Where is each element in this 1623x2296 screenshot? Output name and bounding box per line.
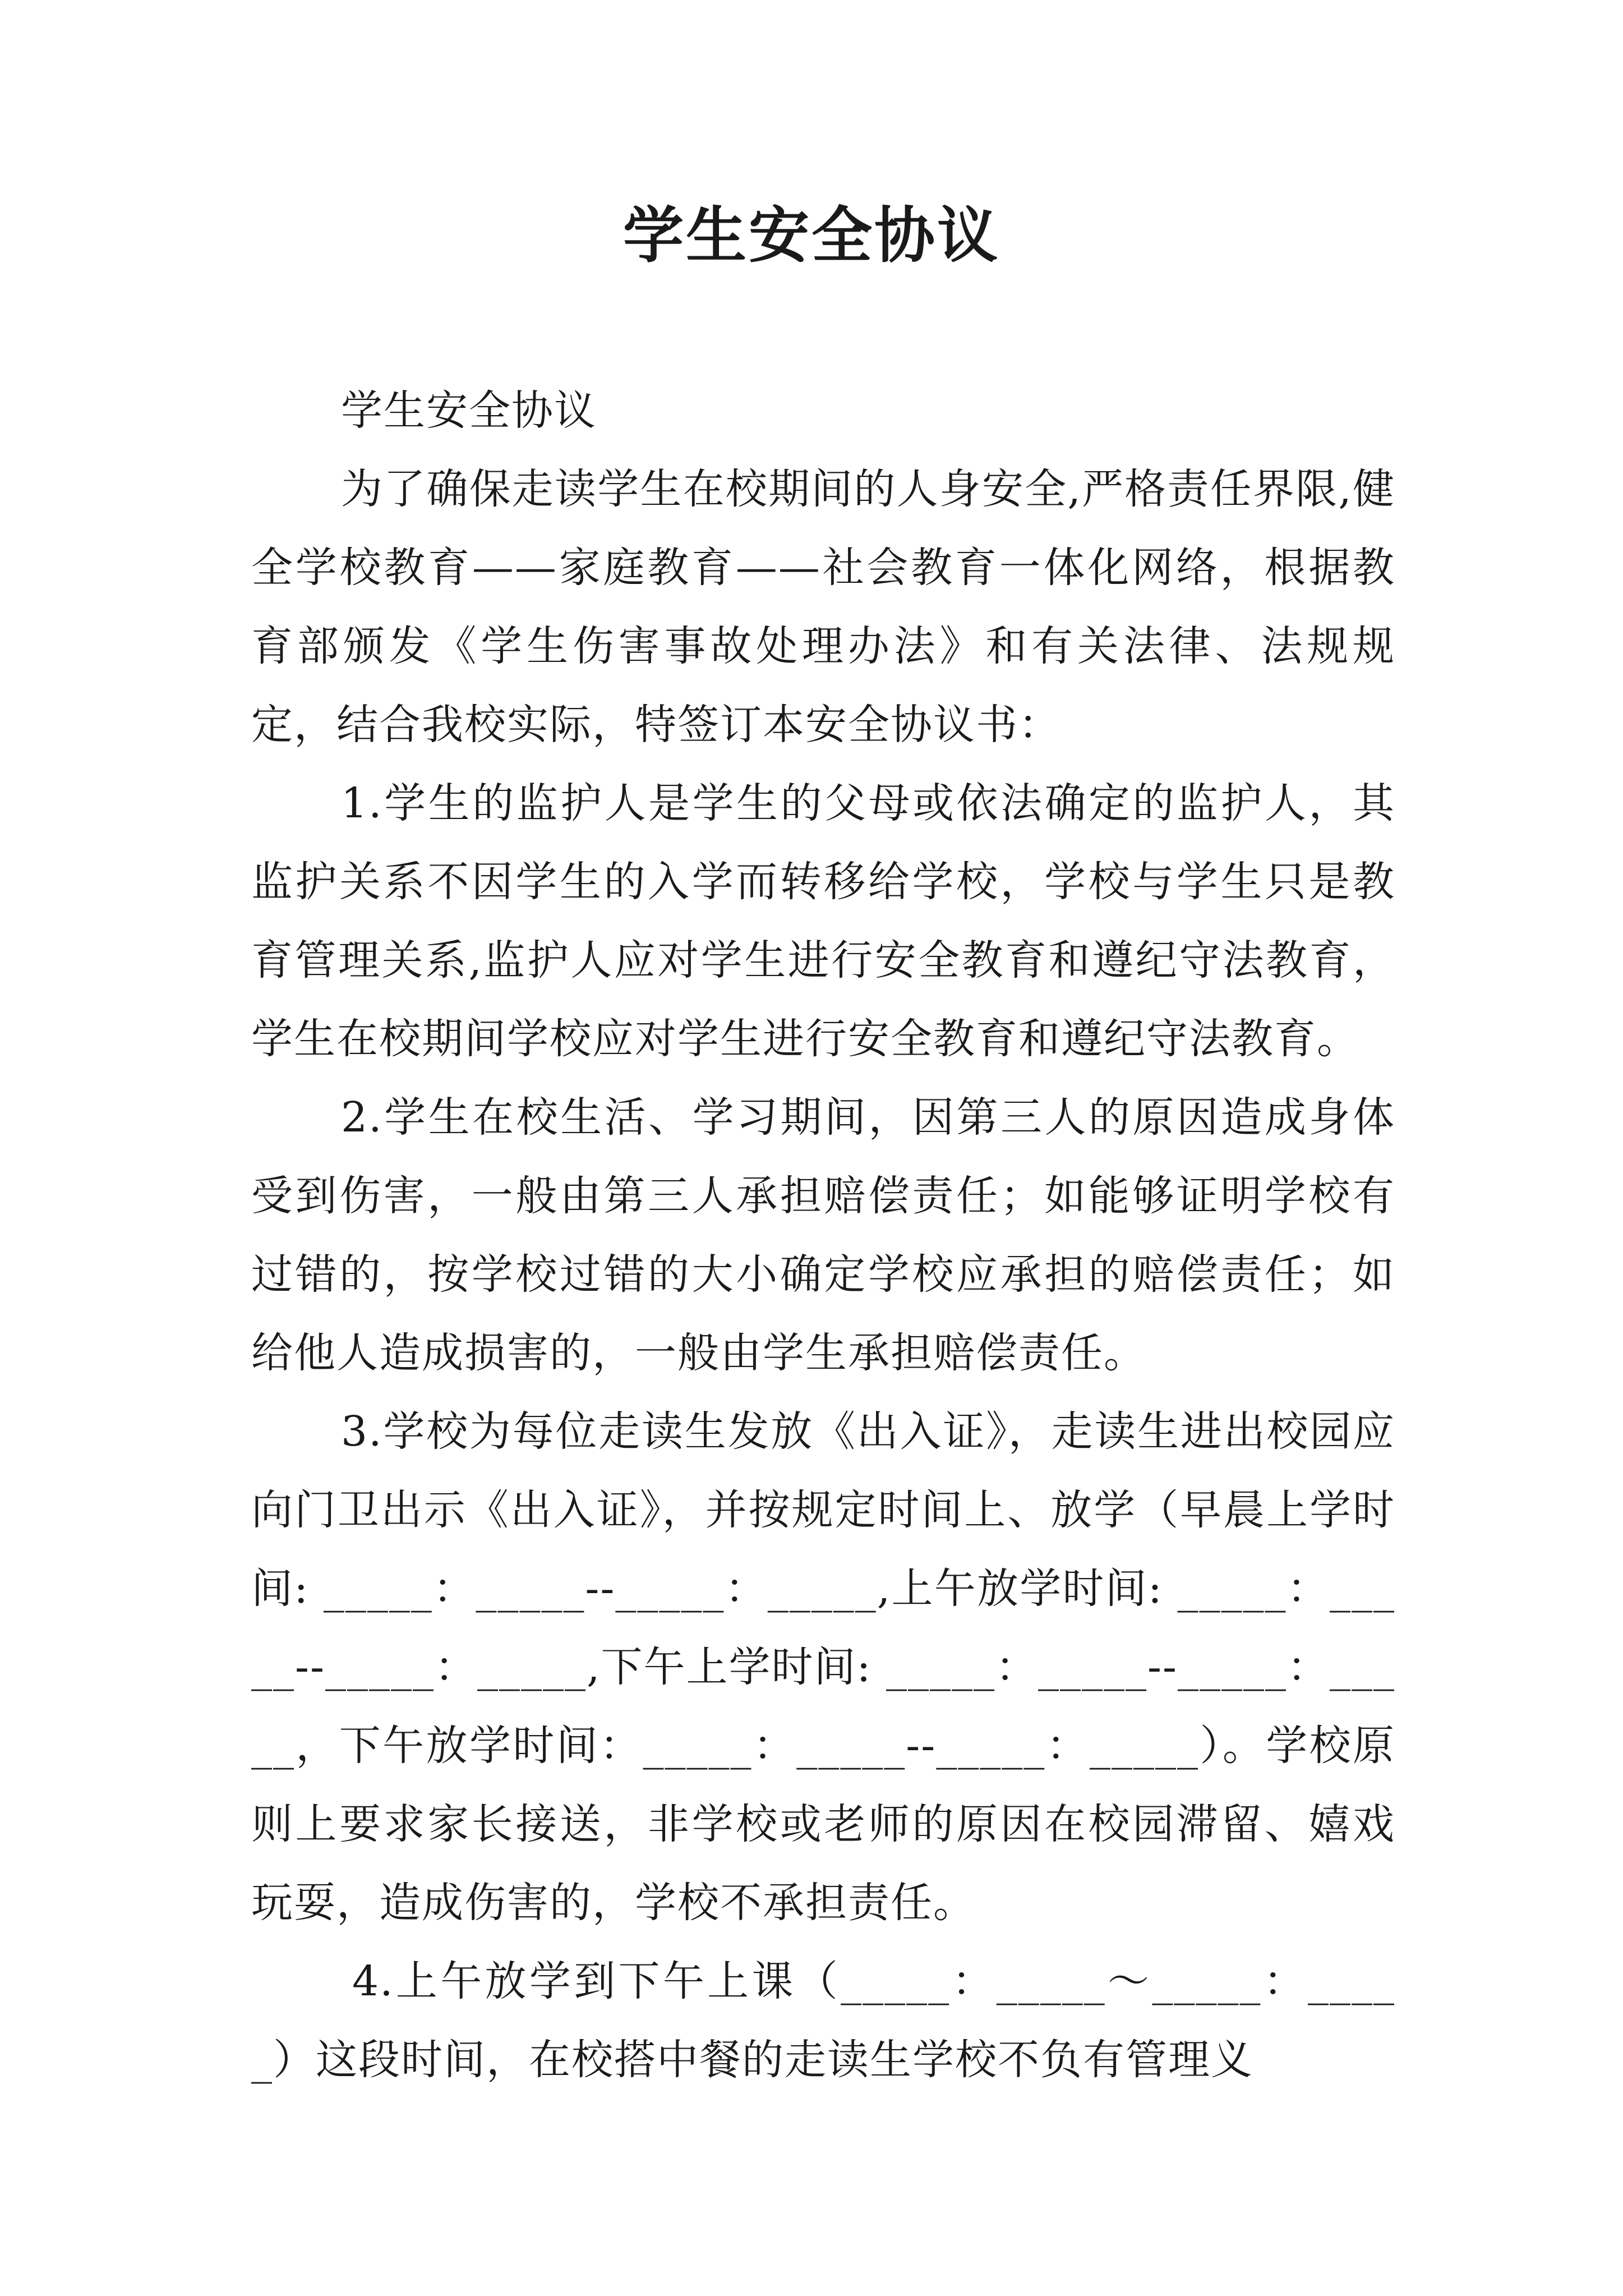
- document-body: [251, 371, 1395, 2099]
- paragraph-intro: 为了确保走读学生在校期间的人身安全,严格责任界限,健全学校教育——家庭教育——社会教育一体化网络，根据教育部颁发《学生伤害事故处理办法》和有关法律、法规规定，结合我校实际，特签订本安全协议书：: [251, 465, 1395, 749]
- document-title: 学生安全协议: [623, 200, 1000, 271]
- paragraph-clause-1: 1.学生的监护人是学生的父母或依法确定的监护人，其监护关系不因学生的入学而转移给学校，学校与学生只是教育管理关系,监护人应对学生进行安全教育和遵纪守法教育，学生在校期间学校应对学生进行安全教育和遵纪守法教育。: [251, 779, 1395, 1063]
- paragraph-clause-4: 4.上午放学到下午上课（_____：_____～_____：_____）这段时间，在校搭中餐的走读生学校不负有管理义: [251, 1957, 1395, 2084]
- paragraph-heading: 学生安全协议: [341, 386, 597, 435]
- paragraph-clause-3: 3.学校为每位走读生发放《出入证》，走读生进出校园应向门卫出示《出入证》，并按规定时间上、放学（早晨上学时间: _____：_____--_____：_____,上午放学时间: _____：_____--_____：_____,下午上学时间: _____：_____--_____：_____，下午放学时间：_____：_____--_____：_____）。学校原则上要求家长接送，非学校或老师的原因在校园滞留、嬉戏玩耍，造成伤害的，学校不承担责任。: [251, 1407, 1395, 1927]
- paragraph-clause-2: 2.学生在校生活、学习期间，因第三人的原因造成身体受到伤害，一般由第三人承担赔偿责任；如能够证明学校有过错的，按学校过错的大小确定学校应承担的赔偿责任；如给他人造成损害的，一般由学生承担赔偿责任。: [251, 1093, 1395, 1377]
